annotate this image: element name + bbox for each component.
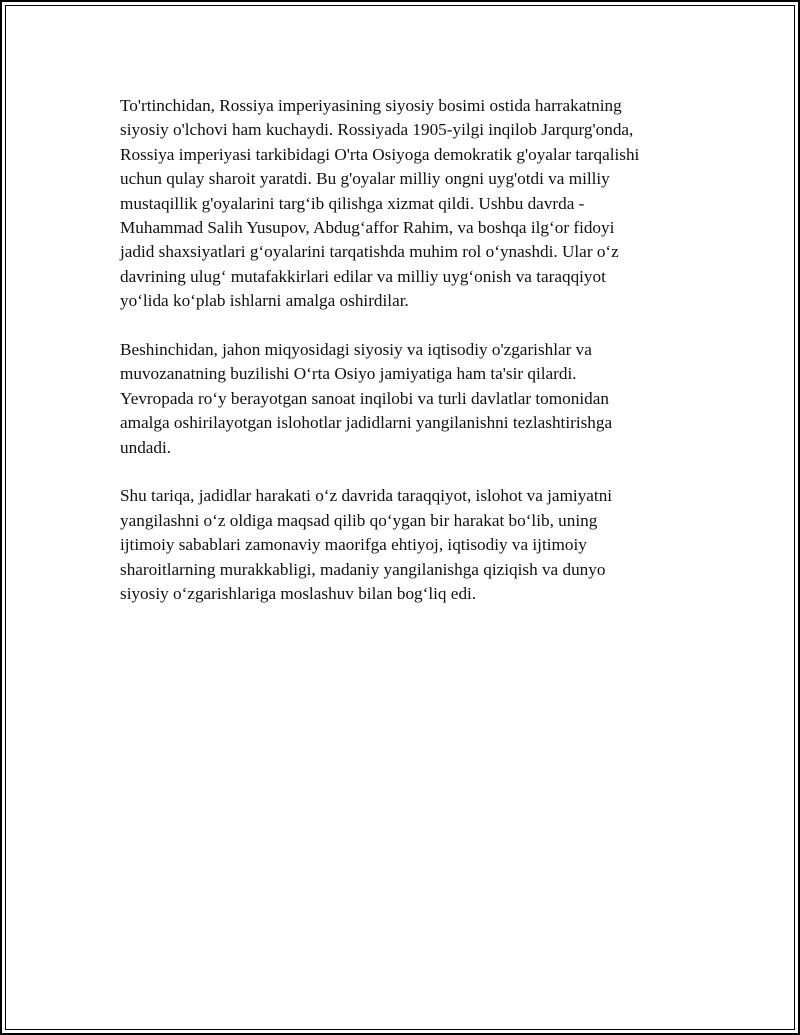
document-body — [120, 94, 660, 631]
text-line: sharoitlarning murakkabligi, madaniy yangilanishga qiziqish va dunyo — [120, 559, 606, 579]
text-line: yangilashni o‘z oldiga maqsad qilib qo‘ygan bir harakat bo‘lib, uning — [120, 510, 598, 530]
text-line: mustaqillik g'oyalarini targ‘ib qilishga xizmat qildi. Ushbu davrda - — [120, 193, 585, 213]
text-line: Yevropada ro‘y berayotgan sanoat inqilobi va turli davlatlar tomonidan — [120, 388, 609, 408]
text-line: To'rtinchidan, Rossiya imperiyasining siyosiy bosimi ostida harrakatning — [120, 96, 622, 115]
text-line: Beshinchidan, jahon miqyosidagi siyosiy va iqtisodiy o'zgarishlar va — [120, 340, 592, 360]
text-line: yo‘lida ko‘plab ishlarni amalga oshirdilar. — [120, 291, 409, 311]
text-line: muvozanatning buzilishi O‘rta Osiyo jamiyatiga ham ta'sir qilardi. — [120, 364, 577, 384]
text-line: ijtimoiy sabablari zamonaviy maorifga ehtiyoj, iqtisodiy va ijtimoiy — [120, 535, 587, 555]
text-line: siyosiy o‘zgarishlariga moslashuv bilan bog‘liq edi. — [120, 584, 477, 604]
text-line: jadid shaxsiyatlari g‘oyalarini tarqatishda muhim rol o‘ynashdi. Ular o‘z — [120, 242, 619, 262]
text-line: Shu tariqa, jadidlar harakati o‘z davrida taraqqiyot, islohot va jamiyatni — [120, 486, 613, 506]
paragraph-conclusion — [120, 484, 660, 606]
text-line: amalga oshirilayotgan islohotlar jadidlarni yangilanishni tezlashtirishga — [120, 413, 613, 433]
text-line: davrining ulug‘ mutafakkirlari edilar va milliy uyg‘onish va taraqqiyot — [120, 266, 606, 286]
paragraph-fifth-reason — [120, 338, 660, 460]
text-line: undadi. — [120, 437, 172, 457]
text-line: Rossiya imperiyasi tarkibidagi O'rta Osiyoga demokratik g'oyalar tarqalishi — [120, 144, 640, 164]
text-line: uchun qulay sharoit yaratdi. Bu g'oyalar milliy ongni uyg'otdi va milliy — [120, 169, 610, 189]
text-line: siyosiy o'lchovi ham kuchaydi. Rossiyada 1905-yilgi inqilob Jarqurg'onda, — [120, 120, 634, 140]
paragraph-fourth-reason — [120, 94, 660, 314]
text-line: Muhammad Salih Yusupov, Abdug‘affor Rahim, va boshqa ilg‘or fidoyi — [120, 218, 615, 238]
